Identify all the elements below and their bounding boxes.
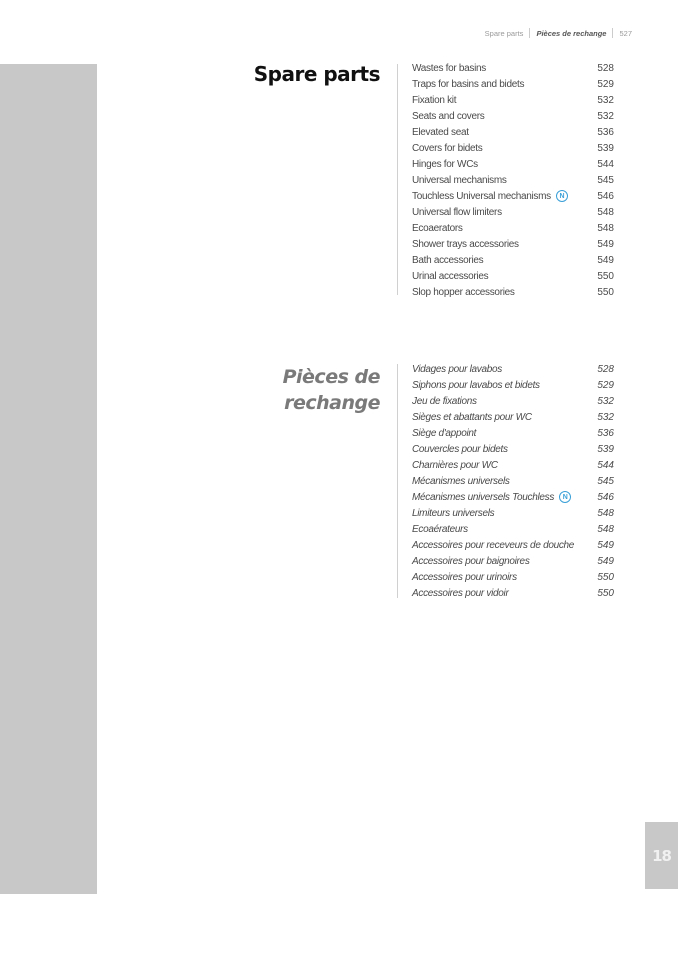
toc-entry-page: 549	[597, 254, 614, 266]
toc-entry-label: Elevated seat	[412, 127, 469, 139]
toc-entry-label: Limiteurs universels	[412, 507, 495, 519]
divider-line-en	[397, 64, 398, 295]
toc-entry-page: 529	[597, 380, 614, 392]
toc-entry-label: Traps for basins and bidets	[412, 79, 525, 91]
toc-entry-page: 532	[597, 396, 614, 408]
toc-entry-label: Touchless Universal mechanisms	[412, 190, 551, 202]
toc-entry-wrapper	[412, 239, 519, 250]
toc-entry-wrapper	[412, 476, 510, 487]
toc-entry-page: 544	[597, 159, 614, 171]
toc-entry[interactable]	[412, 220, 614, 236]
toc-entry-wrapper	[412, 159, 478, 170]
toc-entry-wrapper	[412, 79, 524, 90]
toc-entry-wrapper	[412, 364, 502, 375]
toc-entry-wrapper	[412, 428, 476, 439]
toc-entry[interactable]	[412, 252, 614, 268]
toc-entry-wrapper	[412, 63, 486, 74]
toc-entry[interactable]	[412, 426, 614, 442]
toc-entry-label: Accessoires pour receveurs de douche	[412, 539, 575, 551]
toc-entry-page: 550	[597, 286, 614, 298]
toc-entry-wrapper	[412, 190, 568, 202]
header-section-en: Spare parts	[484, 28, 524, 38]
toc-entry-page: 532	[597, 111, 614, 123]
toc-entry[interactable]	[412, 109, 614, 125]
toc-entry-page: 549	[597, 555, 614, 567]
toc-entry-label: Charnières pour WC	[412, 460, 498, 472]
toc-entry-wrapper	[412, 460, 498, 471]
toc-entry-page: 528	[597, 364, 614, 376]
toc-entry-label: Ecoaerators	[412, 222, 463, 234]
toc-entry-wrapper	[412, 271, 488, 282]
section-title-fr-line2: rechange	[284, 392, 380, 414]
toc-entry-wrapper	[412, 287, 515, 298]
toc-entry-page: 545	[597, 175, 614, 187]
toc-entry[interactable]	[412, 569, 614, 585]
toc-entry[interactable]	[412, 236, 614, 252]
toc-entry[interactable]	[412, 189, 614, 205]
header-divider	[612, 28, 613, 38]
toc-entry-page: 548	[597, 222, 614, 234]
toc-entry[interactable]	[412, 157, 614, 173]
toc-entry[interactable]	[412, 442, 614, 458]
toc-entry-label: Siphons pour lavabos et bidets	[412, 380, 540, 392]
toc-entry-page: 545	[597, 476, 614, 488]
toc-entry-page: 528	[597, 63, 614, 75]
toc-entry[interactable]	[412, 537, 614, 553]
chapter-tab-label: 18	[652, 846, 671, 865]
toc-entry-wrapper	[412, 223, 463, 234]
toc-entry[interactable]	[412, 125, 614, 141]
toc-entry-wrapper	[412, 396, 477, 407]
toc-entry-label: Siège d'appoint	[412, 428, 477, 440]
toc-entry-label: Fixation kit	[412, 95, 457, 107]
toc-entry-wrapper	[412, 207, 502, 218]
toc-entry-wrapper	[412, 380, 540, 391]
toc-entry-wrapper	[412, 572, 517, 583]
toc-entry-wrapper	[412, 412, 532, 423]
toc-entry-page: 536	[597, 428, 614, 440]
toc-entry[interactable]	[412, 553, 614, 569]
toc-list-en	[412, 61, 614, 300]
toc-entry-page: 548	[597, 507, 614, 519]
toc-entry-label: Accessoires pour baignoires	[412, 555, 530, 567]
toc-entry-wrapper	[412, 111, 484, 122]
toc-entry[interactable]	[412, 490, 614, 506]
toc-entry-page: 529	[597, 79, 614, 91]
toc-entry[interactable]	[412, 204, 614, 220]
section-title-fr	[283, 364, 380, 416]
toc-entry-page: 546	[597, 190, 614, 202]
toc-entry-label: Universal mechanisms	[412, 175, 507, 187]
toc-entry[interactable]	[412, 394, 614, 410]
header-divider	[529, 28, 530, 38]
toc-entry-page: 544	[597, 460, 614, 472]
left-sidebar-band	[0, 64, 97, 894]
toc-entry-page: 550	[597, 270, 614, 282]
toc-entry-label: Mécanismes universels	[412, 476, 510, 488]
toc-entry[interactable]	[412, 77, 614, 93]
toc-entry-wrapper	[412, 255, 483, 266]
toc-entry-label: Couvercles pour bidets	[412, 444, 508, 456]
divider-line-fr	[397, 364, 398, 598]
toc-entry[interactable]	[412, 141, 614, 157]
toc-entry[interactable]	[412, 585, 614, 601]
toc-entry-page: 532	[597, 95, 614, 107]
toc-entry-page: 550	[597, 571, 614, 583]
toc-entry-label: Bath accessories	[412, 254, 484, 266]
toc-entry-page: 539	[597, 444, 614, 456]
toc-entry-label: Seats and covers	[412, 111, 485, 123]
toc-entry[interactable]	[412, 458, 614, 474]
toc-entry[interactable]	[412, 173, 614, 189]
toc-entry-page: 548	[597, 206, 614, 218]
toc-entry-label: Universal flow limiters	[412, 206, 502, 218]
toc-entry-label: Slop hopper accessories	[412, 286, 515, 298]
toc-entry[interactable]	[412, 61, 614, 77]
toc-entry-wrapper	[412, 95, 456, 106]
toc-entry-label: Accessoires pour vidoir	[412, 587, 509, 599]
toc-entry[interactable]	[412, 505, 614, 521]
page-number: 527	[619, 28, 632, 38]
toc-entry-label: Hinges for WCs	[412, 159, 478, 171]
section-title-en: Spare parts	[253, 62, 380, 86]
toc-entry-page: 549	[597, 539, 614, 551]
toc-entry-page: 550	[597, 587, 614, 599]
toc-entry-label: Ecoaérateurs	[412, 523, 468, 535]
toc-entry-label: Shower trays accessories	[412, 238, 519, 250]
new-badge-icon: N	[556, 190, 568, 202]
toc-entry-label: Wastes for basins	[412, 63, 487, 75]
toc-entry[interactable]	[412, 521, 614, 537]
toc-entry-label: Covers for bidets	[412, 143, 483, 155]
toc-entry-wrapper	[412, 491, 571, 503]
toc-entry-wrapper	[412, 556, 530, 567]
header-section-fr: Pièces de rechange	[536, 28, 607, 38]
new-badge-icon: N	[559, 491, 571, 503]
toc-entry-label: Accessoires pour urinoirs	[412, 571, 517, 583]
toc-entry-wrapper	[412, 588, 508, 599]
toc-entry[interactable]	[412, 362, 614, 378]
toc-entry-wrapper	[412, 444, 508, 455]
toc-list-fr	[412, 362, 614, 601]
running-header	[485, 28, 632, 38]
toc-entry-page: 532	[597, 412, 614, 424]
toc-entry-wrapper	[412, 508, 494, 519]
toc-entry-wrapper	[412, 143, 483, 154]
toc-entry[interactable]	[412, 378, 614, 394]
toc-entry-page: 539	[597, 143, 614, 155]
chapter-tab	[645, 822, 678, 889]
toc-entry-page: 549	[597, 238, 614, 250]
toc-entry-wrapper	[412, 540, 574, 551]
toc-entry-page: 548	[597, 523, 614, 535]
toc-entry-wrapper	[412, 127, 469, 138]
section-title-fr-line1: Pièces de	[282, 366, 380, 388]
toc-entry[interactable]	[412, 410, 614, 426]
toc-entry[interactable]	[412, 284, 614, 300]
toc-entry-page: 536	[597, 127, 614, 139]
toc-entry[interactable]	[412, 268, 614, 284]
toc-entry[interactable]	[412, 93, 614, 109]
toc-entry-wrapper	[412, 524, 468, 535]
toc-entry[interactable]	[412, 474, 614, 490]
toc-entry-label: Jeu de fixations	[412, 396, 477, 408]
toc-entry-label: Urinal accessories	[412, 270, 489, 282]
toc-entry-page: 546	[597, 491, 614, 503]
toc-entry-label: Mécanismes universels Touchless	[412, 491, 555, 503]
toc-entry-label: Sièges et abattants pour WC	[412, 412, 532, 424]
toc-entry-label: Vidages pour lavabos	[412, 364, 502, 376]
toc-entry-wrapper	[412, 175, 507, 186]
